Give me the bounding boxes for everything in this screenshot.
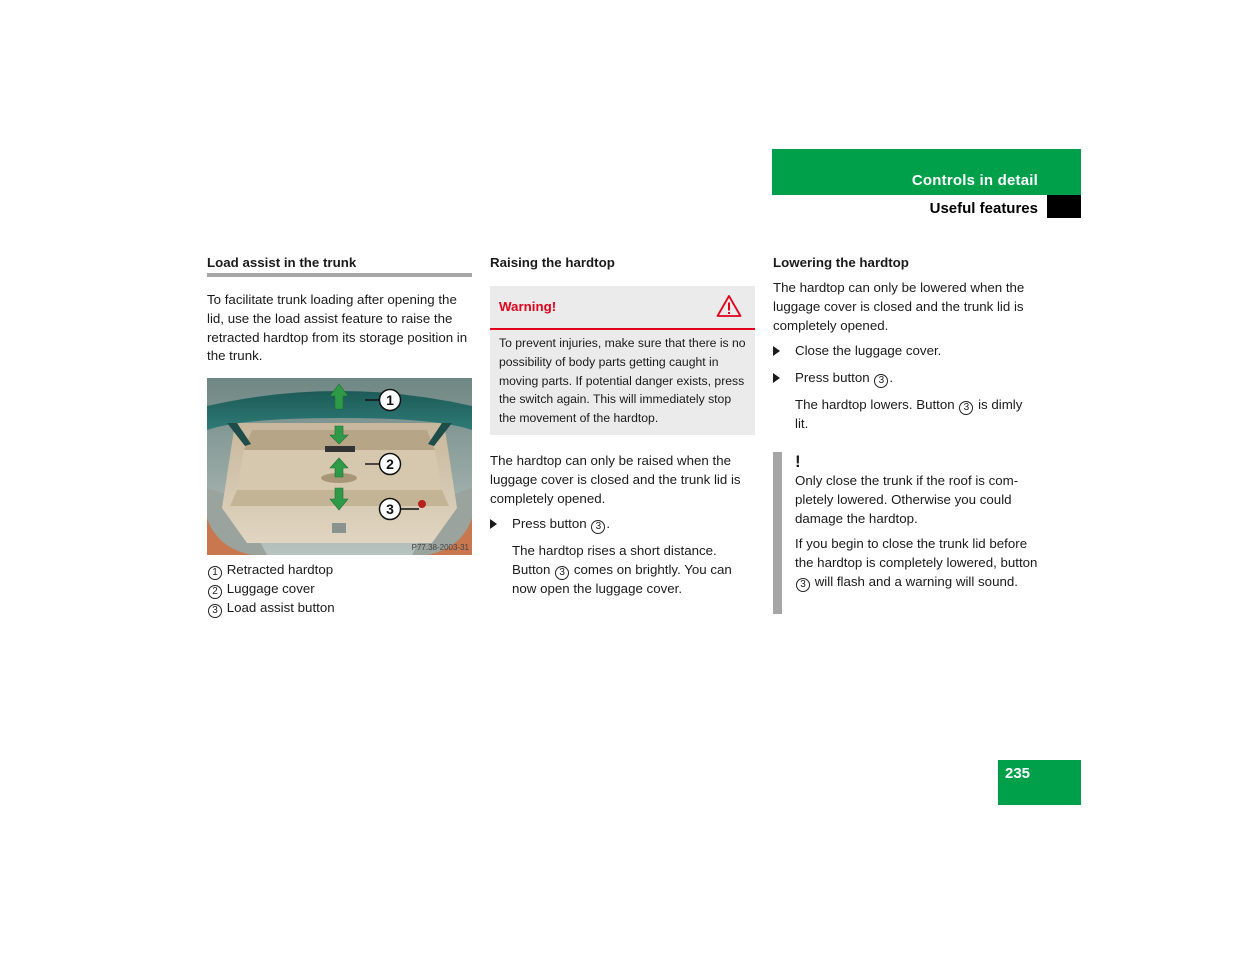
subsection-marker bbox=[1047, 195, 1081, 218]
legend-item bbox=[207, 580, 472, 599]
note-paragraph-1: Only close the trunk if the roof is com-pletely lowered. Otherwise you could damage the hardtop. bbox=[795, 472, 1019, 526]
heading-raising: Raising the hardtop bbox=[490, 255, 615, 270]
step-punct: . bbox=[889, 370, 894, 386]
trunk-illustration bbox=[207, 378, 472, 555]
note-text: If you begin to close the trunk lid before the hardtop is completely lowered, button bbox=[795, 536, 1038, 571]
callout-3 bbox=[380, 499, 401, 520]
button-ref: 3 bbox=[796, 578, 810, 592]
step-text: Close the luggage cover. bbox=[795, 343, 942, 359]
result-text: The hardtop lowers. Button bbox=[795, 397, 955, 413]
legend-num: 2 bbox=[208, 585, 222, 599]
raising-result bbox=[490, 542, 755, 599]
load-assist-intro: To facilitate trunk loading after opening the lid, use the load assist feature to raise the retracted hardtop from its storage position in the trunk. bbox=[207, 292, 468, 364]
step-text: Press button bbox=[795, 370, 870, 386]
lowering-step-1 bbox=[773, 342, 1038, 361]
callout-3-label: 3 bbox=[386, 501, 394, 518]
callout-1 bbox=[380, 390, 401, 411]
result-text-end: comes on brightly. You can now open the luggage cover. bbox=[512, 562, 732, 597]
note-paragraph-2 bbox=[795, 535, 1038, 592]
result-text-end: is dimly lit. bbox=[795, 397, 1023, 432]
heading-load-assist: Load assist in the trunk bbox=[207, 255, 357, 270]
legend-text: Luggage cover bbox=[226, 581, 315, 597]
lowering-result bbox=[773, 396, 1038, 434]
step-text: Press button bbox=[512, 516, 587, 532]
callout-2-label: 2 bbox=[386, 456, 394, 473]
section-title: Controls in detail bbox=[911, 172, 1038, 189]
callout-1-label: 1 bbox=[386, 392, 394, 409]
photo-legend bbox=[207, 561, 472, 618]
raising-step-1 bbox=[490, 515, 755, 534]
note-text-end: will flash and a warning will sound. bbox=[814, 573, 1018, 589]
heading-lowering: Lowering the hardtop bbox=[773, 255, 909, 270]
bullet-arrow-icon bbox=[490, 519, 497, 529]
warning-text: To prevent injuries, make sure that there is no possibility of body parts getting caught in moving parts. If potential danger exists, press the switch again. This will immediately stop the movement of the hardtop. bbox=[499, 336, 746, 426]
column-raising bbox=[490, 254, 755, 599]
button-ref: 3 bbox=[591, 520, 605, 534]
caution-note bbox=[773, 452, 1038, 592]
note-bar bbox=[773, 452, 782, 614]
warning-label: Warning! bbox=[499, 299, 557, 314]
legend-text: Retracted hardtop bbox=[226, 562, 334, 578]
result-text: The hardtop rises a short distance. Button bbox=[512, 543, 717, 578]
subsection-title: Useful features bbox=[929, 200, 1038, 217]
lowering-step-2 bbox=[773, 369, 1038, 388]
callout-2 bbox=[380, 454, 401, 475]
caution-exclamation-icon: ! bbox=[795, 451, 801, 471]
legend-item bbox=[207, 599, 472, 618]
legend-num: 1 bbox=[208, 566, 222, 580]
warning-triangle-icon bbox=[716, 294, 742, 318]
section-header-band bbox=[772, 149, 1081, 195]
legend-item bbox=[207, 561, 472, 580]
page-number-box bbox=[998, 760, 1081, 805]
button-ref: 3 bbox=[959, 401, 973, 415]
button-ref: 3 bbox=[555, 566, 569, 580]
bullet-arrow-icon bbox=[773, 346, 780, 356]
heading-rule bbox=[207, 273, 472, 277]
column-lowering bbox=[773, 254, 1038, 592]
step-punct: . bbox=[606, 516, 611, 532]
warning-header bbox=[490, 286, 755, 330]
page-number: 235 bbox=[1005, 765, 1031, 782]
raising-paragraph: The hardtop can only be raised when the luggage cover is closed and the trunk lid is completely opened. bbox=[490, 452, 741, 506]
trunk-photo bbox=[207, 378, 472, 555]
warning-box bbox=[490, 286, 755, 435]
legend-text: Load assist button bbox=[226, 600, 335, 616]
column-load-assist bbox=[207, 254, 472, 618]
bullet-arrow-icon bbox=[773, 373, 780, 383]
legend-num: 3 bbox=[208, 604, 222, 618]
button-ref: 3 bbox=[874, 374, 888, 388]
lowering-paragraph: The hardtop can only be lowered when the luggage cover is closed and the trunk lid is completely opened. bbox=[773, 280, 1025, 333]
image-code: P77.38-2003-31 bbox=[411, 543, 469, 553]
